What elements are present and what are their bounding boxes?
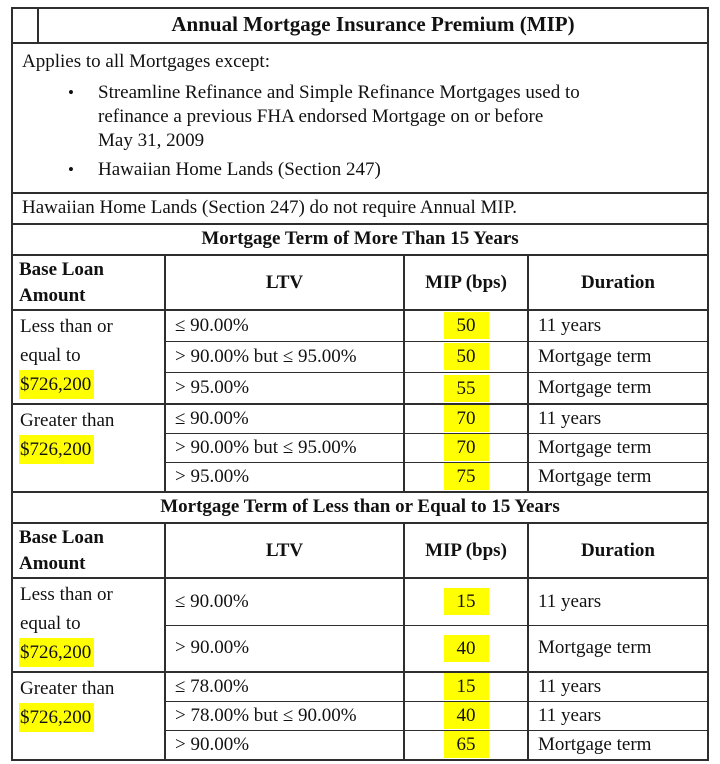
ltv-cell: > 90.00% but ≤ 95.00%	[165, 433, 404, 462]
table-row	[13, 404, 707, 433]
column-header-ltv: LTV	[165, 524, 404, 578]
bullet-text: Hawaiian Home Lands (Section 247)	[98, 159, 381, 180]
column-header-duration: Duration	[528, 524, 707, 578]
base-loan-amount-cell: Less than or equal to $726,200	[13, 578, 165, 672]
base-loan-amount-cell: Less than or equal to $726,200	[13, 310, 165, 404]
ltv-cell: > 90.00% but ≤ 95.00%	[165, 341, 404, 372]
mip-value: 70	[444, 405, 489, 432]
base-loan-amount-cell: Greater than $726,200	[13, 404, 165, 491]
duration-cell: 11 years	[528, 701, 707, 730]
mip-document	[11, 7, 709, 761]
mip-value: 70	[444, 434, 489, 461]
column-header-duration: Duration	[528, 256, 707, 310]
ltv-cell: ≤ 90.00%	[165, 404, 404, 433]
bullet-text: Streamline Refinance and Simple Refinance Mortgages used to refinance a previous FHA endorsed Mortgage on or before May 31, 2009	[98, 82, 580, 151]
mip-section	[13, 225, 707, 491]
mip-cell	[404, 310, 528, 341]
duration-cell: 11 years	[528, 310, 707, 341]
section-heading: Mortgage Term of More Than 15 Years	[13, 225, 707, 256]
column-header-base-loan-amount: Base Loan Amount	[13, 524, 165, 578]
mip-cell	[404, 672, 528, 701]
ltv-cell: > 90.00%	[165, 730, 404, 759]
duration-cell: 11 years	[528, 404, 707, 433]
mip-value: 40	[444, 635, 489, 662]
bullet-item	[22, 158, 697, 182]
table-row	[13, 578, 707, 625]
mip-cell	[404, 462, 528, 491]
highlighted-amount: $726,200	[19, 703, 94, 732]
page-title: Annual Mortgage Insurance Premium (MIP)	[37, 9, 707, 42]
ltv-cell: > 78.00% but ≤ 90.00%	[165, 701, 404, 730]
mip-table	[13, 256, 707, 491]
duration-cell: Mortgage term	[528, 373, 707, 404]
mip-cell	[404, 730, 528, 759]
table-row	[13, 672, 707, 701]
mip-cell	[404, 404, 528, 433]
mip-value: 40	[444, 702, 489, 729]
highlighted-amount: $726,200	[19, 435, 94, 464]
mip-value: 15	[444, 588, 489, 615]
column-header-ltv: LTV	[165, 256, 404, 310]
table-header-row	[13, 256, 707, 310]
mip-cell	[404, 578, 528, 625]
ltv-cell: > 90.00%	[165, 625, 404, 672]
note-row: Hawaiian Home Lands (Section 247) do not require Annual MIP.	[13, 194, 707, 225]
mip-value: 50	[444, 343, 489, 370]
ltv-cell: ≤ 90.00%	[165, 578, 404, 625]
intro-lead: Applies to all Mortgages except:	[22, 51, 270, 72]
duration-cell: 11 years	[528, 578, 707, 625]
duration-cell: 11 years	[528, 672, 707, 701]
column-header-mip-bps: MIP (bps)	[404, 256, 528, 310]
table-header-row	[13, 524, 707, 578]
mip-value: 50	[444, 312, 489, 339]
mip-cell	[404, 433, 528, 462]
bullet-icon: •	[68, 83, 74, 102]
base-loan-amount-cell: Greater than $726,200	[13, 672, 165, 759]
ltv-cell: > 95.00%	[165, 462, 404, 491]
highlighted-amount: $726,200	[19, 370, 94, 399]
mip-table	[13, 524, 707, 759]
mip-cell	[404, 625, 528, 672]
duration-cell: Mortgage term	[528, 462, 707, 491]
mip-cell	[404, 701, 528, 730]
ltv-cell: ≤ 78.00%	[165, 672, 404, 701]
mip-value: 15	[444, 673, 489, 700]
bullet-list	[22, 81, 697, 182]
intro-box	[13, 44, 707, 194]
title-row	[13, 9, 707, 44]
column-header-base-loan-amount: Base Loan Amount	[13, 256, 165, 310]
column-header-mip-bps: MIP (bps)	[404, 524, 528, 578]
mip-value: 65	[444, 731, 489, 758]
mip-cell	[404, 373, 528, 404]
bullet-item	[22, 81, 697, 153]
ltv-cell: ≤ 90.00%	[165, 310, 404, 341]
duration-cell: Mortgage term	[528, 341, 707, 372]
sections-container	[13, 225, 707, 759]
ltv-cell: > 95.00%	[165, 373, 404, 404]
mip-value: 55	[444, 375, 489, 402]
section-heading: Mortgage Term of Less than or Equal to 15 Years	[13, 491, 707, 524]
bullet-icon: •	[68, 160, 74, 179]
duration-cell: Mortgage term	[528, 730, 707, 759]
mip-value: 75	[444, 463, 489, 490]
mip-cell	[404, 341, 528, 372]
table-row	[13, 310, 707, 341]
duration-cell: Mortgage term	[528, 433, 707, 462]
mip-section	[13, 491, 707, 759]
duration-cell: Mortgage term	[528, 625, 707, 672]
highlighted-amount: $726,200	[19, 638, 94, 667]
